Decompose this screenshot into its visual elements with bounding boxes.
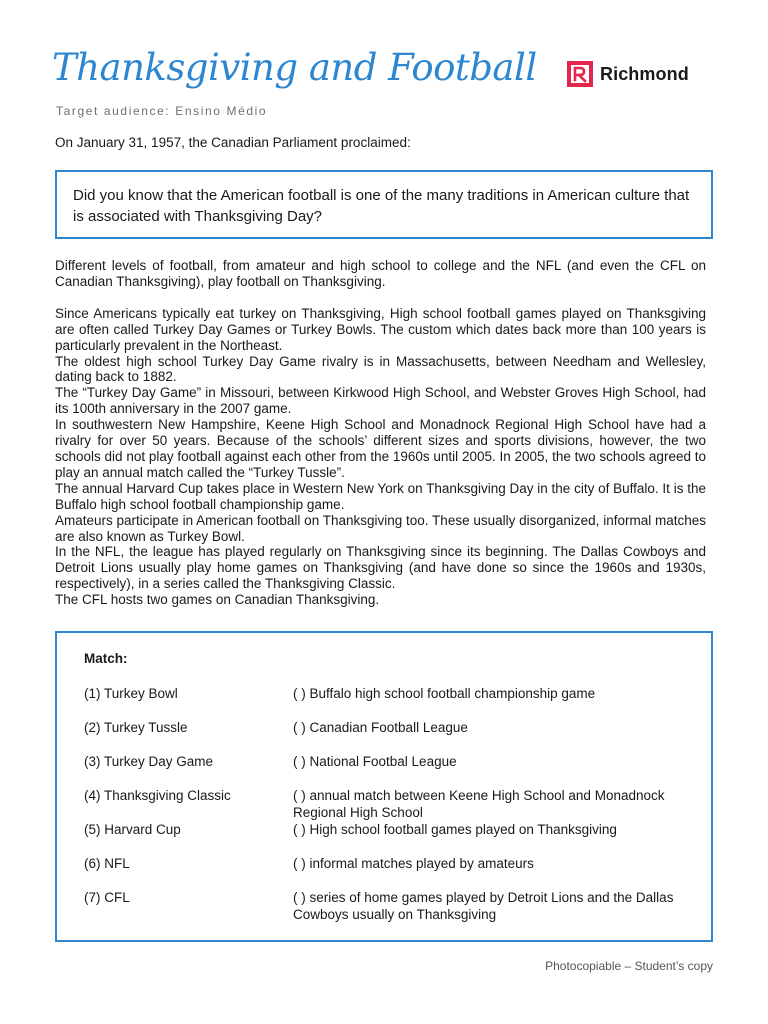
paragraph: The CFL hosts two games on Canadian Thanksgiving. [55,592,380,608]
paragraph: Amateurs participate in American football on Thanksgiving too. These usually disorganized, informal matches are also known as Turkey Bowl. [55,512,706,544]
paragraph: The oldest high school Turkey Day Game rivalry is in Massachusetts, between Needham and Wellesley, dating back to 1882. [55,353,706,385]
match-term: (4) Thanksgiving Classic [84,788,231,803]
richmond-logo-icon [567,61,593,87]
richmond-logo [567,61,689,87]
paragraph: Different levels of football, from amateur and high school to college and the NFL (and even the CFL on Canadian Thanksgiving), play football on Thanksgiving. [55,258,706,289]
match-exercise-box [55,631,713,942]
match-definition: ( ) annual match between Keene High School and Monadnock Regional High School [293,788,665,820]
target-audience: Target audience: Ensino Médio [56,104,268,118]
match-term: (2) Turkey Tussle [84,720,188,735]
brand-name: Richmond [600,63,689,84]
intro-text: On January 31, 1957, the Canadian Parliament proclaimed: [55,135,411,150]
paragraph: In southwestern New Hampshire, Keene High School and Monadnock Regional High School have had a rivalry for over 50 years. Because of the schools’ different sizes and sports divisions, however, the two schools did not play football against each other from the 1960s until 2005. In 2005, the two schools agreed to play an annual match called the “Turkey Tussle”. [55,417,706,480]
footer-note: Photocopiable – Student’s copy [545,959,713,973]
match-definition: ( ) Buffalo high school football championship game [293,686,596,701]
match-title: Match: [84,651,128,666]
paragraph: The annual Harvard Cup takes place in Western New York on Thanksgiving Day in the city of Buffalo. It is the Buffalo high school football championship game. [55,480,706,512]
match-definition: ( ) informal matches played by amateurs [293,856,534,871]
match-term: (5) Harvard Cup [84,822,181,837]
paragraph: In the NFL, the league has played regularly on Thanksgiving since its beginning. The Dallas Cowboys and Detroit Lions usually play home games on Thanksgiving (and have done so since the 1960s and 1930s, respectively), in a series called the Thanksgiving Classic. [55,544,706,592]
match-definition: ( ) National Footbal League [293,754,457,769]
match-term: (3) Turkey Day Game [84,754,214,769]
match-term: (6) NFL [84,856,130,871]
match-definition: ( ) High school football games played on Thanksgiving [293,822,617,837]
match-definition: ( ) series of home games played by Detroit Lions and the Dallas Cowboys usually on Thanksgiving [293,890,674,922]
callout-text: Did you know that the American football is one of the many traditions in American culture that is associated with Thanksgiving Day? [73,187,690,225]
paragraph: The “Turkey Day Game” in Missouri, between Kirkwood High School, and Webster Groves High School, had its 100th anniversary in the 2007 game. [55,385,706,417]
match-definition: ( ) Canadian Football League [293,720,468,735]
paragraph: Since Americans typically eat turkey on Thanksgiving, High school football games played on Thanksgiving are often called Turkey Day Games or Turkey Bowls. The custom which dates back more than 100 years is particularly prevalent in the Northeast. [55,305,706,353]
match-term: (1) Turkey Bowl [84,686,178,701]
article-body [55,258,706,608]
page-title: Thanksgiving and Football [52,46,537,89]
callout-box [55,170,713,239]
match-term: (7) CFL [84,890,130,905]
